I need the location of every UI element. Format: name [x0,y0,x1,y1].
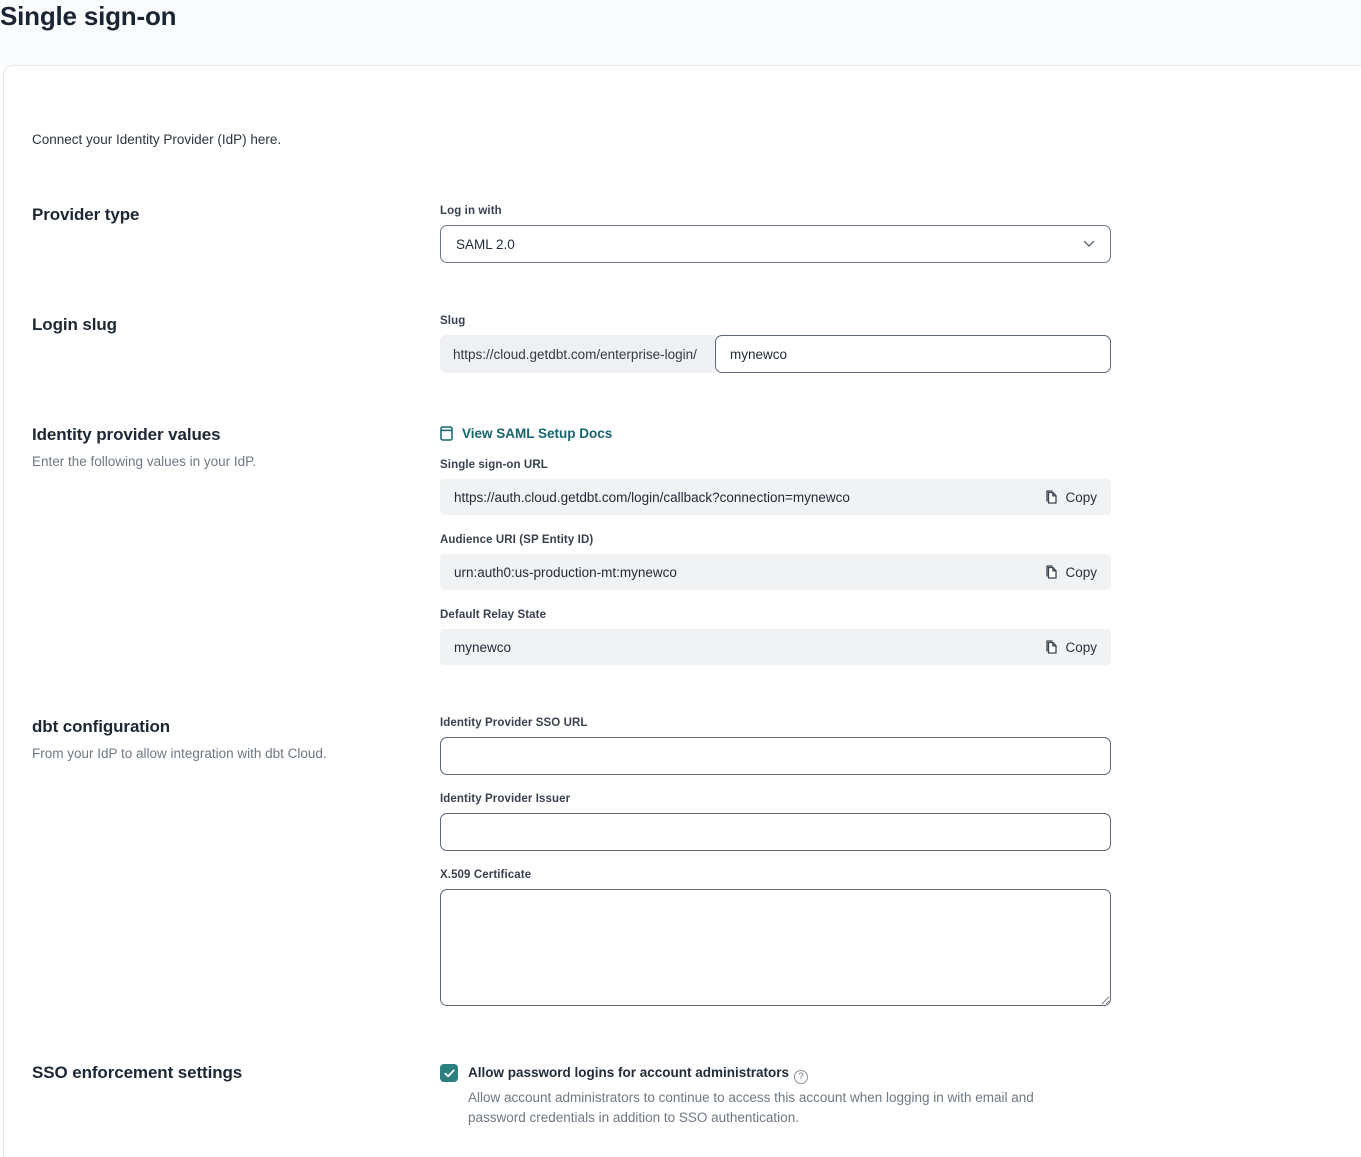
sso-url-value: https://auth.cloud.getdbt.com/login/callback?connection=mynewco [454,489,850,505]
view-saml-setup-docs-link[interactable] [440,426,612,441]
settings-card [3,65,1361,1157]
slug-label: Slug [440,315,466,327]
slug-input[interactable] [715,335,1111,373]
allow-password-logins-description: Allow account administrators to continue to access this account when logging in with email and password credentials in addition to SSO authentication. [468,1090,1034,1125]
sso-url-label: Single sign-on URL [440,459,548,471]
audience-uri-label: Audience URI (SP Entity ID) [440,534,594,546]
idp-sso-url-label: Identity Provider SSO URL [440,717,588,729]
idp-issuer-label: Identity Provider Issuer [440,793,571,805]
idp-values-description: Enter the following values in your IdP. [32,454,257,469]
check-icon [444,1069,455,1078]
copy-label: Copy [1065,564,1097,580]
default-relay-state-readonly-field [440,629,1111,665]
default-relay-state-label: Default Relay State [440,609,547,621]
login-slug-heading: Login slug [32,315,117,334]
section-sso-enforcement [32,1063,1361,1128]
copy-icon [1045,639,1058,655]
copy-default-relay-state-button[interactable] [1045,639,1097,655]
page-header [0,0,1361,65]
section-login-slug [32,315,1361,373]
audience-uri-value: urn:auth0:us-production-mt:mynewco [454,564,677,580]
audience-uri-readonly-field [440,554,1111,590]
sso-enforcement-heading: SSO enforcement settings [32,1063,243,1082]
section-dbt-configuration [32,717,1361,1011]
idp-values-heading: Identity provider values [32,425,221,444]
section-identity-provider-values [32,425,1361,665]
copy-sso-url-button[interactable] [1045,489,1097,505]
section-provider-type [32,205,1361,263]
journal-icon [440,426,453,441]
page-title: Single sign-on [0,1,177,31]
question-circle-icon[interactable]: ? [794,1070,808,1084]
provider-type-heading: Provider type [32,205,140,224]
idp-issuer-input[interactable] [440,813,1111,851]
dbt-configuration-description: From your IdP to allow integration with dbt Cloud. [32,746,327,761]
x509-certificate-textarea[interactable] [440,889,1111,1006]
dbt-configuration-heading: dbt configuration [32,717,171,736]
copy-icon [1045,489,1058,505]
sso-url-field-group [440,459,1111,515]
intro-text: Connect your Identity Provider (IdP) here. [32,132,282,147]
allow-password-logins-checkbox[interactable] [440,1064,458,1082]
view-saml-setup-docs-label: View SAML Setup Docs [462,426,613,441]
copy-label: Copy [1065,489,1097,505]
default-relay-state-field-group [440,609,1111,665]
chevron-down-icon [1083,240,1095,248]
copy-label: Copy [1065,639,1097,655]
copy-audience-uri-button[interactable] [1045,564,1097,580]
x509-certificate-label: X.509 Certificate [440,869,532,881]
default-relay-state-value: mynewco [454,639,512,655]
slug-input-group [440,335,1111,373]
sso-url-readonly-field [440,479,1111,515]
slug-url-prefix: https://cloud.getdbt.com/enterprise-login/ [440,335,715,373]
provider-type-selected-value: SAML 2.0 [456,236,515,252]
provider-type-select[interactable] [440,225,1111,263]
copy-icon [1045,564,1058,580]
audience-uri-field-group [440,534,1111,590]
allow-password-logins-label: Allow password logins for account administrators ? [468,1063,808,1084]
login-with-label: Log in with [440,205,502,217]
idp-sso-url-input[interactable] [440,737,1111,775]
